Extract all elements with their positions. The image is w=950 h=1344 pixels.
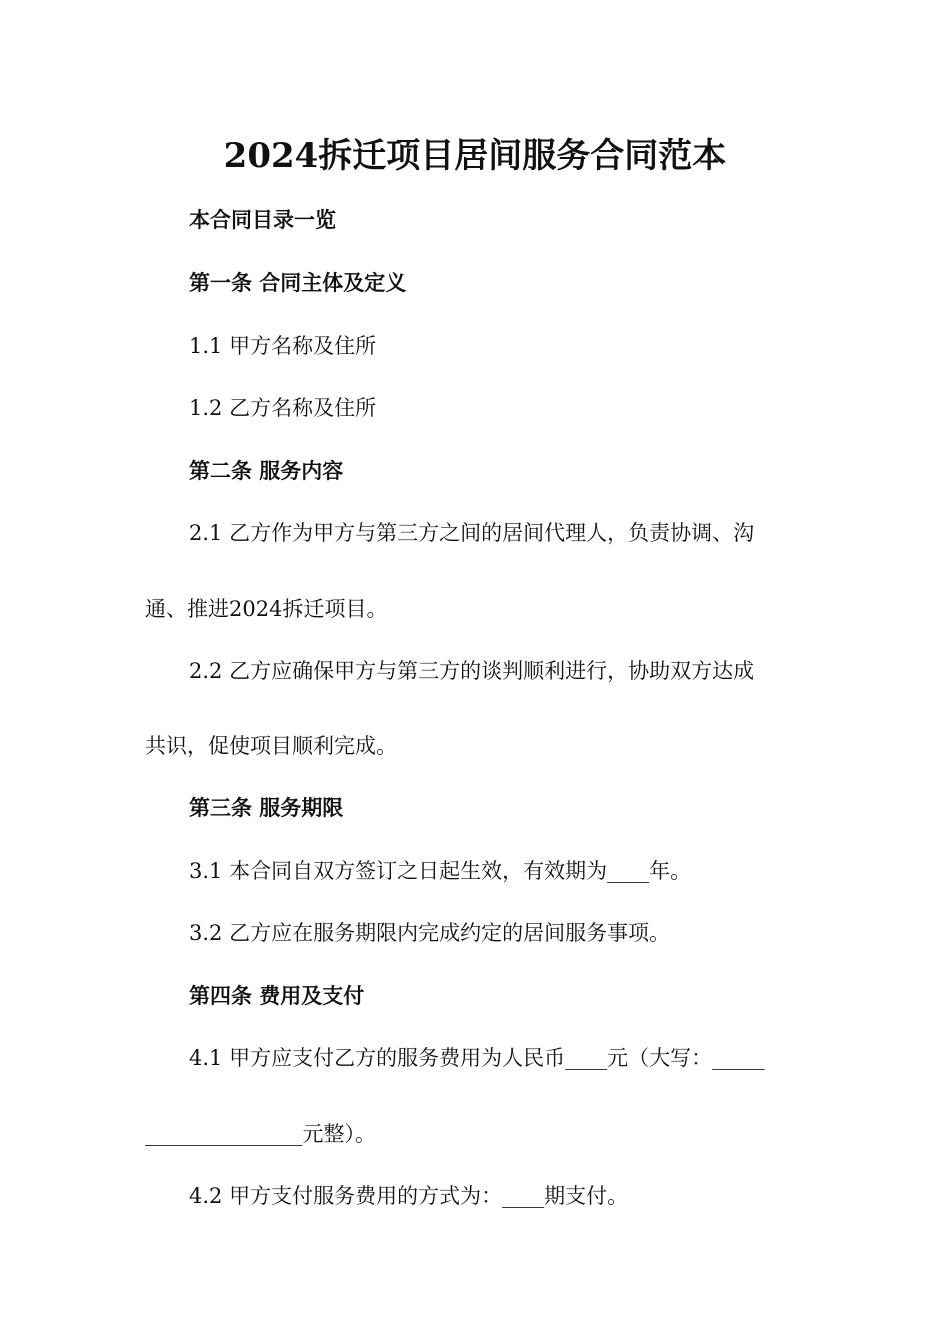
clause-2-1-line-1: 2.1 乙方作为甲方与第三方之间的居间代理人，负责协调、沟 xyxy=(189,521,755,545)
article-1-heading: 第一条 合同主体及定义 xyxy=(189,271,407,295)
document-title: 2024拆迁项目居间服务合同范本 xyxy=(223,136,727,176)
clause-2-2-line-1: 2.2 乙方应确保甲方与第三方的谈判顺利进行，协助双方达成 xyxy=(189,659,755,683)
article-4-heading: 第四条 费用及支付 xyxy=(189,984,365,1008)
toc-heading: 本合同目录一览 xyxy=(189,208,336,232)
article-2-heading: 第二条 服务内容 xyxy=(189,459,344,483)
clause-4-2: 4.2 甲方支付服务费用的方式为：____期支付。 xyxy=(189,1184,629,1208)
clause-2-2-line-2: 共识，促使项目顺利完成。 xyxy=(145,734,397,758)
clause-4-1-line-2: _______________元整）。 xyxy=(145,1122,376,1146)
clause-3-2: 3.2 乙方应在服务期限内完成约定的居间服务事项。 xyxy=(189,921,671,945)
clause-2-1-line-2: 通、推进2024拆迁项目。 xyxy=(145,597,388,621)
clause-4-1-line-1: 4.1 甲方应支付乙方的服务费用为人民币____元（大写：_____ xyxy=(189,1046,765,1070)
article-3-heading: 第三条 服务期限 xyxy=(189,796,344,820)
clause-3-1: 3.1 本合同自双方签订之日起生效，有效期为____年。 xyxy=(189,859,692,883)
clause-1-1: 1.1 甲方名称及住所 xyxy=(189,334,377,358)
clause-1-2: 1.2 乙方名称及住所 xyxy=(189,396,377,420)
